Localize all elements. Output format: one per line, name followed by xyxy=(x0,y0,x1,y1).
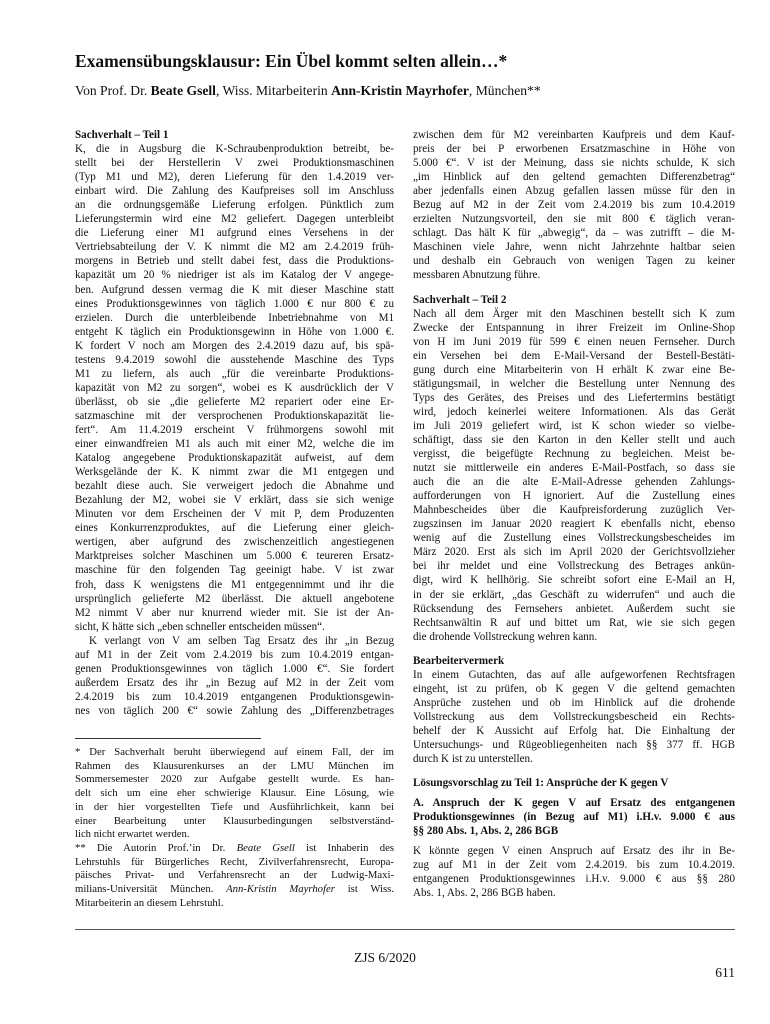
text-line: in der sie erklärt, „das Geschäft zu widerrufen“ und auch die xyxy=(413,588,735,601)
text-line: testens 9.4.2019 sowohl die ausstehende Maschine des Typs xyxy=(75,353,394,366)
text-line: Bezug auf M2 in der Zeit vom 2.4.2019 bis zum 10.4.2019 xyxy=(413,199,735,212)
text-line: durch K ist zu unterstellen. xyxy=(413,753,533,766)
left-column xyxy=(75,128,394,718)
article-byline xyxy=(75,82,735,100)
footnote-divider xyxy=(75,738,261,739)
text-line: satzmaschine mit der versprochenen Produktionskapazität lie- xyxy=(75,409,394,422)
footnote-text: ** Die Autorin Prof.’in Dr. xyxy=(75,841,237,854)
footnote-1 xyxy=(75,746,394,842)
text-line: K könnte gegen V einen Anspruch auf Ersatz des ihr in Be- xyxy=(413,845,735,858)
text-line: K verlangt von V am selben Tag Ersatz des ihr „in Bezug xyxy=(89,634,394,647)
byline-mid: , Wiss. Mitarbeiterin xyxy=(215,83,332,98)
facts-paragraph-1 xyxy=(75,142,394,634)
text-line: gung durch eine Mitarbeiterin von H erhält K zwar eine Be- xyxy=(413,363,735,376)
text-line: M2 nimmt V aber nur knurrend wieder mit. Sie ist der An- xyxy=(75,606,394,619)
footnote-2 xyxy=(75,842,394,911)
section-heading-editor-note: Bearbeitervermerk xyxy=(413,654,505,667)
text-line: messbaren Abnutzung führe. xyxy=(413,269,541,282)
text-line: aber jedenfalls einen Abzug gefallen lassen müsse für den in xyxy=(413,185,735,198)
text-line: fert“. Am 11.4.2019 erscheint V frühmorgens sowohl mit xyxy=(75,423,394,436)
text-line: stätigungsmail, in welcher die Bestellung unter Nennung des xyxy=(413,377,735,390)
text-line: auf M1 in der Zeit vom 2.4.2019 bis zum 10.4.2019 entgan- xyxy=(75,648,394,661)
text-line: ursprünglich gelieferte M2 überlässt. Die aktuell angebotene xyxy=(75,592,394,605)
journal-reference: ZJS 6/2020 xyxy=(354,950,416,965)
footnotes xyxy=(75,746,394,910)
text-line: 2.4.2019 bis zum 10.4.2019 entgangenen Produktionsgewin- xyxy=(75,690,394,703)
text-line: vergisst, die beigefügte Rechnung zu begleichen. Meist be- xyxy=(413,448,735,461)
text-line: ein Versehen bei dem E-Mail-Versand der Bestell-Bestäti- xyxy=(413,349,735,362)
text-line: Typs des Gerätes, des Preises und des Liefertermins bestätigt xyxy=(413,391,735,404)
text-line: Abs. 1, Abs. 2, 286 BGB haben. xyxy=(413,887,556,900)
section-heading-facts-part1: Sachverhalt – Teil 1 xyxy=(75,129,169,141)
text-line: froh, dass K wenigstens die M1 entgegennimmt und ihr die xyxy=(75,578,394,591)
text-line: Werksgelände der K. K nimmt zwar die M1 entgegen und xyxy=(75,466,394,479)
text-line: wenig auf die Zustellung eines Vollstreckungsbescheides im xyxy=(413,532,735,545)
author-name-2: Ann-Kristin Mayrhofer xyxy=(331,83,469,98)
footnote-line: Sommersemester 2020 zur Aufgabe gestellt wurde. Es han- xyxy=(75,773,394,786)
text-line: kapazität um 20 % niedriger ist als im Katalog der V angege- xyxy=(75,269,394,282)
footnote-line: Rahmen des Klausurenkurses an der LMU München im xyxy=(75,759,394,772)
footnote-text: milians-Universität München. xyxy=(75,883,227,896)
author-name-2: Ann-Kristin Mayrhofer xyxy=(226,883,335,896)
text-line: 5.000 €“. V ist der Meinung, dass sie nichts schulde, K sich xyxy=(413,157,735,170)
text-line: schäftigt, dass sie den Karton in den Keller stellt und auch xyxy=(413,433,735,446)
text-line: bezahlt diese auch. Sie verweigert jedoch die Abnahme und xyxy=(75,480,394,493)
text-line: wertigen, aber aufgrund des zwischenzeitlich angestiegenen xyxy=(75,536,394,549)
text-line: Bezahlung der M2, wobei sie V erklärt, dass sie sich wenige xyxy=(75,494,394,507)
footnote-line: delt sich um eine eher schwierige Klausur. Eine Lösung, wie xyxy=(75,787,394,800)
text-line: Rechtsanwältin R auf und bittet um Rat, wie sie sich gegen xyxy=(413,616,735,629)
text-line: digt, wird K hellhörig. Sie schreibt sofort eine E-Mail an H, xyxy=(413,574,735,587)
text-line: sicht, K hätte sich „eben schneller entscheiden müssen“. xyxy=(75,620,325,633)
facts-paragraph-3 xyxy=(413,307,735,644)
footer-divider xyxy=(75,929,735,930)
text-line: und deshalb ein Gebrauch von wenigen Tagen zu keiner xyxy=(413,255,735,268)
footnote-line: * Der Sachverhalt beruht überwiegend auf einem Fall, der im xyxy=(75,746,394,758)
solution-paragraph-1 xyxy=(413,844,735,900)
footnote-line: lich nicht erwartet werden. xyxy=(75,828,190,841)
footnote-line: Mitarbeiterin an diesem Lehrstuhl. xyxy=(75,896,224,909)
text-line: zug auf M1 in der Zeit vom 2.4.2019. bis zum 10.4.2019. xyxy=(413,859,735,872)
text-line: K fordert V noch am Morgen des 2.4.2019 dazu auf, bis spä- xyxy=(75,339,394,352)
byline-prefix: Von Prof. Dr. xyxy=(75,83,151,98)
text-line: zwischen dem für M2 vereinbarten Kaufpreis und dem Kauf- xyxy=(413,129,735,141)
text-line: Minuten vor dem Erscheinen der V mit P, dem Produzenten xyxy=(75,508,394,521)
text-line: kapazität von M2 zu sorgen“, wobei es K ausdrücklich der V xyxy=(75,381,394,394)
text-line: die drohende Vollstreckung wehren kann. xyxy=(413,630,598,643)
text-line: entgangenen Produktionsgewinnes i.H.v. 9.000 € aus §§ 280 xyxy=(413,873,735,886)
text-line: Mahnbescheides über die Kaufpreisforderung zuzüglich Ver- xyxy=(413,504,735,517)
author-name-1: Beate Gsell xyxy=(236,841,295,854)
text-line: entgeht K täglich ein Produktionsgewinn in Höhe von 1.000 €. xyxy=(75,325,394,338)
text-line: von H im Juni 2019 für 599 € einen neuen Fernseher. Durch xyxy=(413,335,735,348)
text-line: schlagt. Das hält K für „abwegig“, da – was zutrifft – die M- xyxy=(413,227,735,240)
byline-suffix: , München** xyxy=(468,83,541,98)
text-line: eines Konkurrenzproduktes, auf die Lieferung einer gleich- xyxy=(75,522,394,535)
facts-continuation xyxy=(413,128,735,283)
text-line: nes von täglich 200 €“ sowie Zahlung des „Differenzbetrages xyxy=(75,704,394,717)
text-line: ben. Aufgrund dessen vermag die K mit dieser Maschine statt xyxy=(75,283,394,296)
text-line: die Lieferung einer M1 aufgrund eines Versehens in der xyxy=(75,227,394,240)
footnote-line: einer Bearbeitung unter Klausurbedingungen selbstverständ- xyxy=(75,814,394,827)
text-line: Nach all dem Ärger mit den Maschinen bestellt sich K zum xyxy=(413,307,735,320)
footnote-text: ist Wiss. xyxy=(334,883,394,896)
facts-paragraph-2 xyxy=(75,634,394,718)
text-line: Vollstreckung aus dem Vollstreckungsbescheid ein Rechts- xyxy=(413,710,735,723)
text-line: „im Hinblick auf den geltend gemachten Differenzbetrag“ xyxy=(413,171,735,184)
text-line: erzielten Nutzungsvorteil, den sie mit 800 € täglich veran- xyxy=(413,213,735,226)
footnote-text: ist Inhaberin des xyxy=(294,841,395,854)
text-line: bei ihr meldet und eine Vollstreckung des Betrages ankün- xyxy=(413,560,735,573)
text-line: aufforderungen von H ignoriert. Auf die Zustellung eines xyxy=(413,490,735,503)
footnote-line: päisches Privat- und Verfahrensrecht an der Ludwig-Maxi- xyxy=(75,869,394,882)
text-line: Zwecke der Entspannung in ihrer Freizeit im Online-Shop xyxy=(413,321,735,334)
text-line: Vertriebsabteilung der V. K nimmt die M2 am 2.4.2019 früh- xyxy=(75,241,394,254)
text-line: außerdem Ersatz des ihr „in Bezug auf M2 in der Zeit vom xyxy=(75,676,394,689)
text-line: genen Produktionsgewinnes von täglich 1.000 €“. Sie fordert xyxy=(75,662,394,675)
text-line: auch die an die alte E-Mail-Adresse gehenden Zahlungs- xyxy=(413,476,735,489)
text-line: In einem Gutachten, das auf alle aufgeworfenen Rechtsfragen xyxy=(413,668,735,681)
author-name-1: Beate Gsell xyxy=(150,83,216,98)
text-line: erzielen. Durch die unterbleibende Inbetriebnahme von M1 xyxy=(75,311,394,324)
text-line: im Juli 2019 geliefert wird, ist K schon wieder so vielbe- xyxy=(413,419,735,432)
text-line: morgens in Betrieb und stellt dabei fest, dass die Produktions- xyxy=(75,255,394,268)
text-line: (Typ M1 und M2), deren Lieferung für den 1.4.2019 ver- xyxy=(75,171,394,184)
page-number: 611 xyxy=(715,965,735,980)
text-line: Rücksendung des Fernsehers anbietet. Außerdem sucht sie xyxy=(413,602,735,615)
text-line: nutzt sie mittlerweile ein anderes E-Mail-Postfach, so dass sie xyxy=(413,462,735,475)
text-line: Ansprüche zustehen und ob im Hinblick auf die drohende xyxy=(413,696,735,709)
text-line: an die ordnungsgemäße Lieferung erfolgen. Pünktlich zum xyxy=(75,199,394,212)
text-line: einer einwandfreien M1 als auch mit einer M2, welche die im xyxy=(75,438,394,451)
subheading-line: §§ 280 Abs. 1, Abs. 2, 286 BGB xyxy=(413,825,559,838)
text-line: März 2020. Erst als sich im April 2020 der Gerichtsvollzieher xyxy=(413,546,735,559)
section-heading-solution: Lösungsvorschlag zu Teil 1: Ansprüche der K gegen V xyxy=(413,777,669,790)
editor-note-paragraph xyxy=(413,668,735,766)
text-line: zugszinsen im Januar 2020 reagiert K ebenfalls nicht, ebenso xyxy=(413,518,735,531)
text-line: überlässt, ob sie „die gelieferte M2 repariert oder eine Er- xyxy=(75,395,394,408)
footnote-line: Lehrstuhls für Bürgerliches Recht, Zivilverfahrensrecht, Europa- xyxy=(75,855,394,868)
footnote-line: in der hier vorgestellten Tiefe und Ausführlichkeit, kann bei xyxy=(75,800,394,813)
subheading-line: Produktionsgewinnes (in Bezug auf M1) i.H.v. 9.000 € aus xyxy=(413,811,735,824)
text-line: M1 zu liefern, als auch „für die vereinbarte Produktions- xyxy=(75,367,394,380)
footnote-line xyxy=(75,883,394,897)
section-heading-facts-part2: Sachverhalt – Teil 2 xyxy=(413,293,507,306)
text-line: Lieferungstermin wird eine M2 geliefert. Dagegen unterbleibt xyxy=(75,213,394,226)
text-line: K, die in Augsburg die K-Schraubenproduktion betreibt, be- xyxy=(75,143,394,156)
text-line: Untersuchungs- und Rügeobliegenheiten nach §§ 377 ff. HGB xyxy=(413,738,735,751)
text-line: behelf der K Aussicht auf Erfolg hat. Die Einhaltung der xyxy=(413,724,735,737)
text-line: preis der bei P erworbenen Ersatzmaschine in Höhe von xyxy=(413,143,735,156)
text-line: Katalog angegebene Produktionskapazität aufweist, auf dem xyxy=(75,452,394,465)
text-line: Maschinen viele Jahre, wenn nicht Jahrzehnte haltbar seien xyxy=(413,241,735,254)
footnote-line xyxy=(75,842,394,856)
text-line: Marktpreises solcher Maschinen um 5.000 € teureren Ersatz- xyxy=(75,550,394,563)
subheading-line: A. Anspruch der K gegen V auf Ersatz des entgangenen xyxy=(413,797,735,810)
text-line: stellt bei der Herstellerin V zwei Produktionsmaschinen xyxy=(75,157,394,170)
subsection-heading-a xyxy=(413,796,735,838)
right-column xyxy=(413,128,735,900)
text-line: maschine für den folgenden Tag geeinigt habe. V ist zwar xyxy=(75,564,394,577)
text-line: einbart wird. Die Zahlung des Kaufpreises soll im Anschluss xyxy=(75,185,394,198)
text-line: eines Produktionsgewinnes von täglich 1.000 € nur 800 € zu xyxy=(75,297,394,310)
text-line: wird, jedoch keinerlei weitere Informationen. Als das Gerät xyxy=(413,405,735,418)
article-title: Examensübungsklausur: Ein Übel kommt selten allein…* xyxy=(75,51,508,71)
text-line: eingeht, ist zu prüfen, ob K gegen V die geltend gemachten xyxy=(413,682,735,695)
